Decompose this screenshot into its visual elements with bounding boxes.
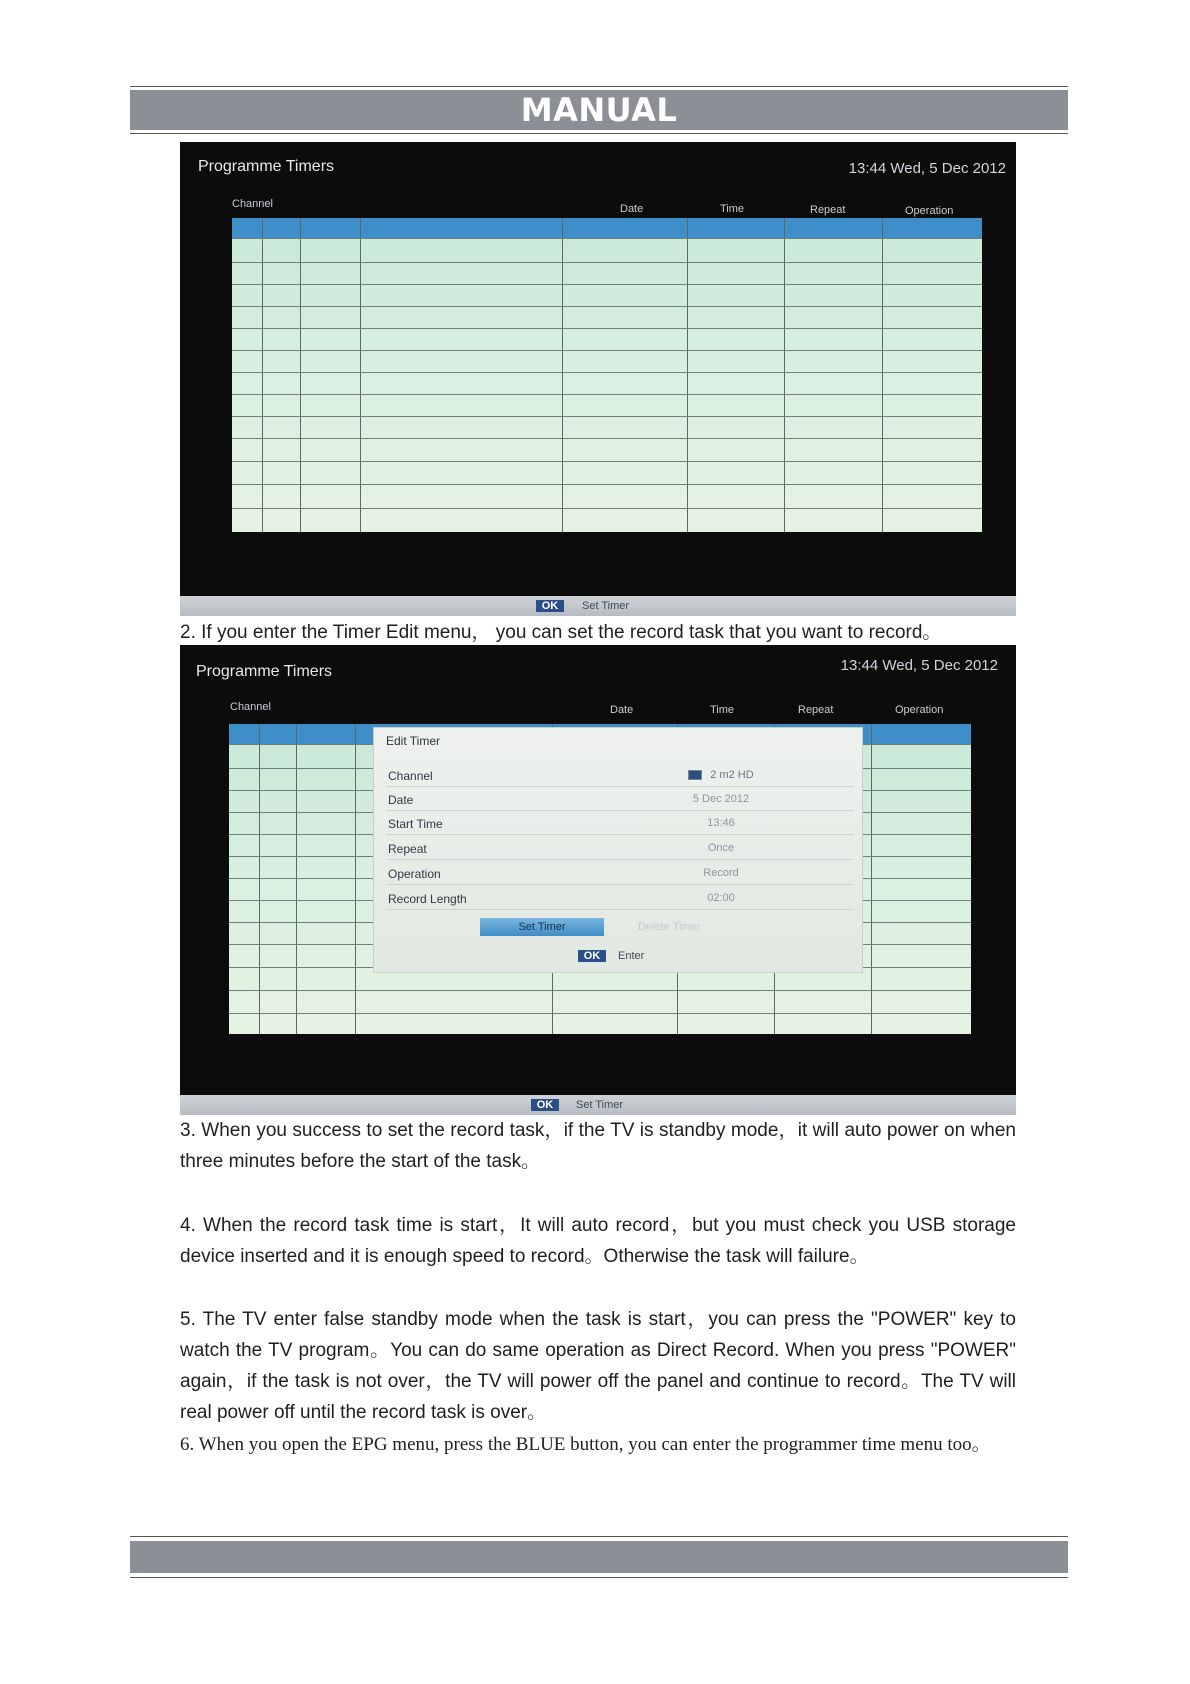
ok-key: OK <box>531 1099 559 1111</box>
header-rule-top <box>130 86 1068 87</box>
screen-clock: 13:44 Wed, 5 Dec 2012 <box>848 160 1006 177</box>
screen-footer <box>180 1095 1016 1115</box>
field-value: Once <box>707 842 735 854</box>
screenshot-programme-timers <box>180 142 1016 616</box>
field-repeat[interactable] <box>386 837 854 860</box>
field-value: 2 m2 HD <box>666 769 776 781</box>
header-rule-bottom <box>130 133 1068 134</box>
column-header-channel: Channel <box>230 701 271 713</box>
field-value: 5 Dec 2012 <box>692 793 750 805</box>
column-header-time: Time <box>710 704 735 716</box>
field-label: Repeat <box>388 842 427 856</box>
screen-title: Programme Timers <box>196 663 333 680</box>
ok-key: OK <box>536 600 564 612</box>
screenshot-edit-timer <box>180 645 1016 1115</box>
field-date[interactable] <box>386 788 854 811</box>
step-5-paragraph: 5. The TV enter false standby mode when the task is start，you can press the "POWER" key to watch the TV program。You can do same operation as Direct Record. When you press "POWER" again，if the task is not over，the TV will power off the panel and continue to record。The TV will real power off until the record task is over。 <box>180 1309 1016 1423</box>
screen-footer <box>180 596 1016 616</box>
field-operation[interactable] <box>386 862 854 885</box>
footer-band <box>130 1541 1068 1573</box>
ok-key: OK <box>578 950 606 962</box>
field-label: Operation <box>388 867 441 881</box>
column-header-repeat: Repeat <box>810 204 846 216</box>
field-label: Channel <box>388 769 433 783</box>
screen-clock: 13:44 Wed, 5 Dec 2012 <box>840 657 998 674</box>
timer-table-header-bar <box>232 218 982 238</box>
tv-channel-icon <box>688 770 702 780</box>
header-band <box>130 90 1068 130</box>
step-6-paragraph: 6. When you open the EPG menu, press the BLUE button, you can enter the programmer time menu too。 <box>180 1434 991 1455</box>
screen-title: Programme Timers <box>198 158 335 175</box>
field-label: Start Time <box>388 817 443 831</box>
footer-rule-bottom <box>130 1577 1068 1578</box>
dialog-title: Edit Timer <box>386 734 441 748</box>
set-timer-button[interactable]: Set Timer <box>480 918 604 936</box>
step-4-paragraph: 4. When the record task time is start，It will auto record，but you must check you USB storage device inserted and it is enough speed to record。Otherwise the task will failure。 <box>180 1215 1016 1267</box>
field-channel[interactable] <box>386 764 854 787</box>
field-record-length[interactable] <box>386 887 854 910</box>
field-label: Date <box>388 793 414 807</box>
column-header-date: Date <box>610 704 634 716</box>
field-value: 13:46 <box>707 817 735 829</box>
set-timer-hint: Set Timer <box>582 600 630 612</box>
field-start-time[interactable] <box>386 812 854 835</box>
column-header-operation: Operation <box>905 205 954 217</box>
field-label: Record Length <box>388 892 467 906</box>
page-title: MANUAL <box>520 91 678 129</box>
column-header-date: Date <box>620 203 644 215</box>
enter-hint: Enter <box>618 950 645 962</box>
edit-timer-dialog <box>373 727 863 973</box>
field-value: 02:00 <box>707 892 735 904</box>
column-header-operation: Operation <box>895 704 944 716</box>
field-value: Record <box>703 867 739 879</box>
footer-rule-top <box>130 1536 1068 1537</box>
step-3-paragraph: 3. When you success to set the record task，if the TV is standby mode，it will auto power on when three minutes before the start of the task。 <box>180 1120 1016 1172</box>
column-header-repeat: Repeat <box>798 704 834 716</box>
step-2-caption: 2. If you enter the Timer Edit menu， you can set the record task that you want to record。 <box>180 622 942 643</box>
column-header-channel: Channel <box>232 198 273 210</box>
set-timer-hint: Set Timer <box>576 1099 624 1111</box>
column-header-time: Time <box>720 203 745 215</box>
timer-table <box>232 218 982 532</box>
delete-timer-button[interactable]: Delete Timer <box>638 921 701 933</box>
